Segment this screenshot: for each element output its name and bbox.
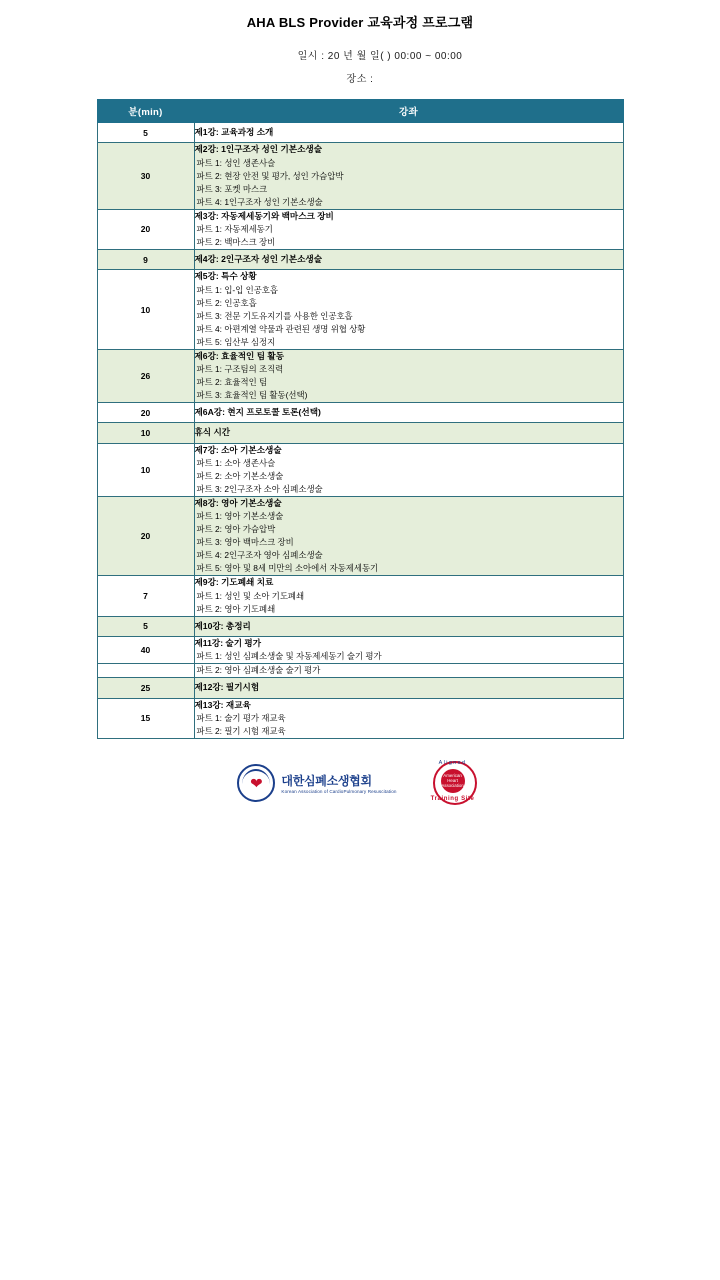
lecture-part: 파트 5: 임산부 심정지	[196, 336, 276, 347]
table-header-row	[97, 100, 623, 123]
table-row	[97, 616, 623, 636]
meta-place-line: 장소 :	[346, 74, 374, 85]
cell-lecture	[194, 123, 623, 143]
lecture-part: 파트 4: 2인구조자 영아 심폐소생술	[196, 550, 323, 561]
table-row	[97, 443, 623, 496]
cell-lecture	[194, 678, 623, 698]
lecture-part: 파트 1: 술기 평가 재교육	[196, 713, 286, 724]
table-row	[97, 637, 623, 664]
lecture-title: 제6강: 효율적인 팀 활동	[194, 350, 285, 361]
logo-row	[0, 761, 720, 805]
cell-minutes: 25	[97, 678, 194, 698]
cell-lecture	[194, 423, 623, 443]
lecture-part: 파트 3: 전문 기도유지기를 사용한 인공호흡	[196, 310, 353, 321]
atc-bottom-text: Training Site	[430, 796, 475, 803]
table-row	[97, 123, 623, 143]
lecture-title: 제3강: 자동제세동기와 백마스크 장비	[194, 210, 334, 221]
table-row	[97, 209, 623, 249]
lecture-part: 파트 3: 효율적인 팀 활동(선택)	[196, 390, 308, 401]
lecture-part: 파트 2: 현장 안전 및 평가, 성인 가슴압박	[196, 170, 344, 181]
lecture-part: 파트 1: 성인 및 소아 기도폐쇄	[196, 590, 305, 601]
cell-minutes: 10	[97, 423, 194, 443]
cell-lecture	[194, 664, 623, 678]
aha-heart-icon: American Heart Association	[441, 769, 465, 793]
cell-minutes: 10	[97, 443, 194, 496]
course-schedule-table	[97, 99, 624, 739]
table-row	[97, 423, 623, 443]
lecture-title: 제2강: 1인구조자 성인 기본소생술	[194, 144, 323, 155]
column-header-lecture: 강좌	[194, 100, 623, 123]
lecture-part: 파트 3: 2인구조자 소아 심폐소생술	[196, 484, 323, 495]
lecture-part: 파트 2: 영아 가슴압박	[196, 524, 276, 535]
lecture-title: 제11강: 술기 평가	[194, 638, 262, 649]
lecture-title: 휴식 시간	[194, 427, 231, 438]
lecture-title: 제4강: 2인구조자 성인 기본소생술	[194, 254, 323, 265]
heart-icon: ❤	[250, 775, 263, 793]
lecture-part: 파트 2: 필기 시험 재교육	[196, 726, 286, 737]
atc-top-text: Aligned	[438, 760, 467, 767]
lecture-part: 파트 5: 영아 및 8세 미만의 소아에서 자동제세동기	[196, 563, 379, 574]
table-row	[97, 250, 623, 270]
cell-minutes: 26	[97, 349, 194, 402]
lecture-part: 파트 3: 포켓 마스크	[196, 183, 268, 194]
cell-lecture	[194, 209, 623, 249]
cell-minutes: 40	[97, 637, 194, 664]
lecture-part: 파트 4: 1인구조자 성인 기본소생술	[196, 196, 323, 207]
kacpr-emblem-icon	[237, 764, 275, 802]
lecture-title: 제5강: 특수 상황	[194, 271, 257, 282]
lecture-part: 파트 2: 인공호흡	[196, 297, 257, 308]
kacpr-logo	[237, 764, 396, 802]
cell-lecture	[194, 616, 623, 636]
table-row	[97, 664, 623, 678]
lecture-title: 제6A강: 현지 프로토콜 토론(선택)	[194, 407, 321, 418]
table-row	[97, 497, 623, 576]
lecture-title: 제8강: 영아 기본소생술	[194, 498, 282, 509]
cell-lecture	[194, 403, 623, 423]
cell-lecture	[194, 250, 623, 270]
cell-lecture	[194, 143, 623, 209]
cell-minutes: 5	[97, 616, 194, 636]
meta-date-line: 일시 : 20 년 월 일( ) 00:00 ~ 00:00	[297, 51, 463, 62]
cell-minutes: 20	[97, 209, 194, 249]
cell-lecture	[194, 349, 623, 402]
cell-minutes: 20	[97, 403, 194, 423]
lecture-part: 파트 2: 효율적인 팀	[196, 377, 268, 388]
lecture-part: 파트 1: 성인 생존사슬	[196, 157, 276, 168]
page-title: AHA BLS Provider 교육과정 프로그램	[246, 15, 474, 30]
lecture-part: 파트 1: 구조팀의 조직력	[196, 364, 284, 375]
cell-minutes: 9	[97, 250, 194, 270]
cell-lecture	[194, 443, 623, 496]
cell-minutes: 30	[97, 143, 194, 209]
cell-lecture	[194, 270, 623, 349]
table-row	[97, 576, 623, 616]
lecture-title: 제7강: 소아 기본소생술	[194, 444, 282, 455]
lecture-part: 파트 3: 영아 백마스크 장비	[196, 537, 294, 548]
cell-lecture	[194, 698, 623, 738]
cell-minutes: 10	[97, 270, 194, 349]
kacpr-logo-text	[281, 772, 396, 794]
lecture-part: 파트 1: 영아 기본소생술	[196, 511, 284, 522]
meta-block	[0, 47, 720, 85]
lecture-title: 제1강: 교육과정 소개	[194, 127, 274, 137]
lecture-title: 제13강: 재교육	[194, 699, 251, 710]
cell-lecture	[194, 576, 623, 616]
cell-lecture	[194, 637, 623, 664]
cell-minutes: 5	[97, 123, 194, 143]
lecture-title: 제12강: 필기시험	[194, 682, 260, 693]
cell-lecture	[194, 497, 623, 576]
table-row	[97, 678, 623, 698]
lecture-part: 파트 1: 자동제세동기	[196, 224, 273, 234]
table-row	[97, 349, 623, 402]
table-body	[97, 123, 623, 739]
table-row	[97, 403, 623, 423]
aligned-training-site-logo	[423, 761, 483, 805]
lecture-title: 제9강: 기도폐쇄 치료	[194, 577, 274, 588]
table-row	[97, 698, 623, 738]
cell-minutes	[97, 664, 194, 678]
table-row	[97, 143, 623, 209]
cell-minutes: 15	[97, 698, 194, 738]
column-header-minutes: 분(min)	[97, 100, 194, 123]
lecture-part: 파트 2: 백마스크 장비	[196, 237, 276, 248]
lecture-part: 파트 2: 영아 심폐소생술 술기 평가	[196, 665, 321, 676]
lecture-part: 파트 1: 성인 심폐소생술 및 자동제세동기 술기 평가	[196, 651, 382, 662]
kacpr-name-kr: 대한심폐소생협회	[281, 774, 372, 789]
lecture-title: 제10강: 총정리	[194, 620, 251, 631]
lecture-part: 파트 1: 입-입 인공호흡	[196, 284, 278, 295]
lecture-part: 파트 2: 소아 기본소생술	[196, 471, 284, 482]
lecture-part: 파트 4: 아편계열 약물과 관련된 생명 위협 상황	[196, 323, 366, 334]
cell-minutes: 20	[97, 497, 194, 576]
cell-minutes: 7	[97, 576, 194, 616]
table-row	[97, 270, 623, 349]
lecture-part: 파트 1: 소아 생존사슬	[196, 458, 276, 469]
kacpr-name-en: Korean Association of CardioPulmonary Resuscitation	[281, 789, 397, 795]
lecture-part: 파트 2: 영아 기도폐쇄	[196, 603, 276, 614]
